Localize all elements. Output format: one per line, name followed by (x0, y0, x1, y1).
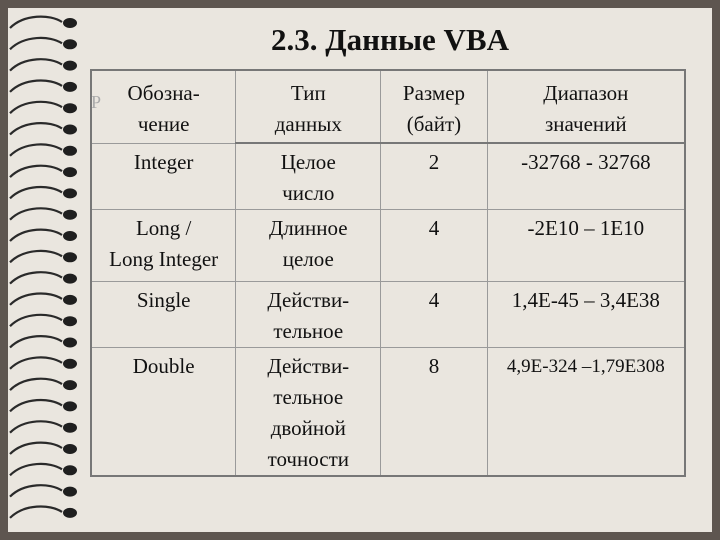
cell-size: 4 (381, 210, 487, 282)
spiral-hole (63, 423, 77, 433)
spiral-hole (63, 295, 77, 305)
table-header-row (91, 70, 685, 143)
spiral-ring (10, 336, 62, 347)
cell-type: Длинное целое (236, 210, 381, 282)
spiral-hole (63, 487, 77, 497)
spiral-hole (63, 274, 77, 284)
cell-name: Double (91, 348, 236, 477)
spiral-hole (63, 39, 77, 49)
spiral-hole (63, 146, 77, 156)
cell-name: Single (91, 282, 236, 348)
spiral-ring (10, 379, 62, 390)
header-data-type: Тип данных (236, 70, 381, 143)
spiral-hole (63, 82, 77, 92)
spiral-ring (10, 230, 62, 241)
spiral-ring (10, 144, 62, 155)
spiral-hole (63, 125, 77, 135)
spiral-hole (63, 338, 77, 348)
spiral-ring (10, 38, 62, 49)
cell-type: Целое число (236, 143, 381, 210)
cell-name: Integer (91, 143, 236, 210)
spiral-ring (10, 208, 62, 219)
spiral-ring (10, 443, 62, 454)
table-row (91, 143, 685, 210)
cell-range: -2E10 – 1E10 (487, 210, 685, 282)
header-size: Размер (байт) (381, 70, 487, 143)
spiral-ring (10, 59, 62, 70)
spiral-ring (10, 251, 62, 262)
cell-size: 4 (381, 282, 487, 348)
spiral-hole (63, 231, 77, 241)
table-row (91, 282, 685, 348)
spiral-hole (63, 359, 77, 369)
spiral-hole (63, 465, 77, 475)
slide-marker: P (91, 92, 102, 112)
header-designation: Обозна- чение (91, 70, 236, 143)
cell-size: 2 (381, 143, 487, 210)
table-row (91, 210, 685, 282)
spiral-ring (10, 272, 62, 283)
cell-size: 8 (381, 348, 487, 477)
spiral-hole (63, 61, 77, 71)
spiral-ring (10, 102, 62, 113)
spiral-ring (10, 17, 62, 28)
spiral-hole (63, 380, 77, 390)
spiral-hole (63, 401, 77, 411)
cell-range: 1,4E-45 – 3,4E38 (487, 282, 685, 348)
cell-name: Long / Long Integer (91, 210, 236, 282)
spiral-hole (63, 18, 77, 28)
spiral-hole (63, 188, 77, 198)
spiral-ring (10, 357, 62, 368)
cell-type: Действи- тельное двойной точности (236, 348, 381, 477)
spiral-hole (63, 210, 77, 220)
spiral-ring (10, 80, 62, 91)
spiral-hole (63, 252, 77, 262)
spiral-ring (10, 123, 62, 134)
spiral-hole (63, 103, 77, 113)
slide-title: 2.3. Данные VBA (271, 22, 509, 57)
spiral-binding-decoration (6, 8, 86, 533)
spiral-ring (10, 166, 62, 177)
spiral-hole (63, 508, 77, 518)
spiral-ring (10, 315, 62, 326)
table-row (91, 348, 685, 477)
spiral-ring (10, 506, 62, 517)
cell-range: 4,9E-324 –1,79E308 (487, 348, 685, 477)
spiral-hole (63, 444, 77, 454)
spiral-ring (10, 187, 62, 198)
header-range: Диапазон значений (487, 70, 685, 143)
vba-data-types-table (90, 69, 686, 477)
cell-range: -32768 - 32768 (487, 143, 685, 210)
spiral-ring (10, 293, 62, 304)
spiral-ring (10, 421, 62, 432)
spiral-ring (10, 485, 62, 496)
spiral-hole (63, 316, 77, 326)
spiral-ring (10, 400, 62, 411)
cell-type: Действи- тельное (236, 282, 381, 348)
spiral-hole (63, 167, 77, 177)
spiral-ring (10, 464, 62, 475)
